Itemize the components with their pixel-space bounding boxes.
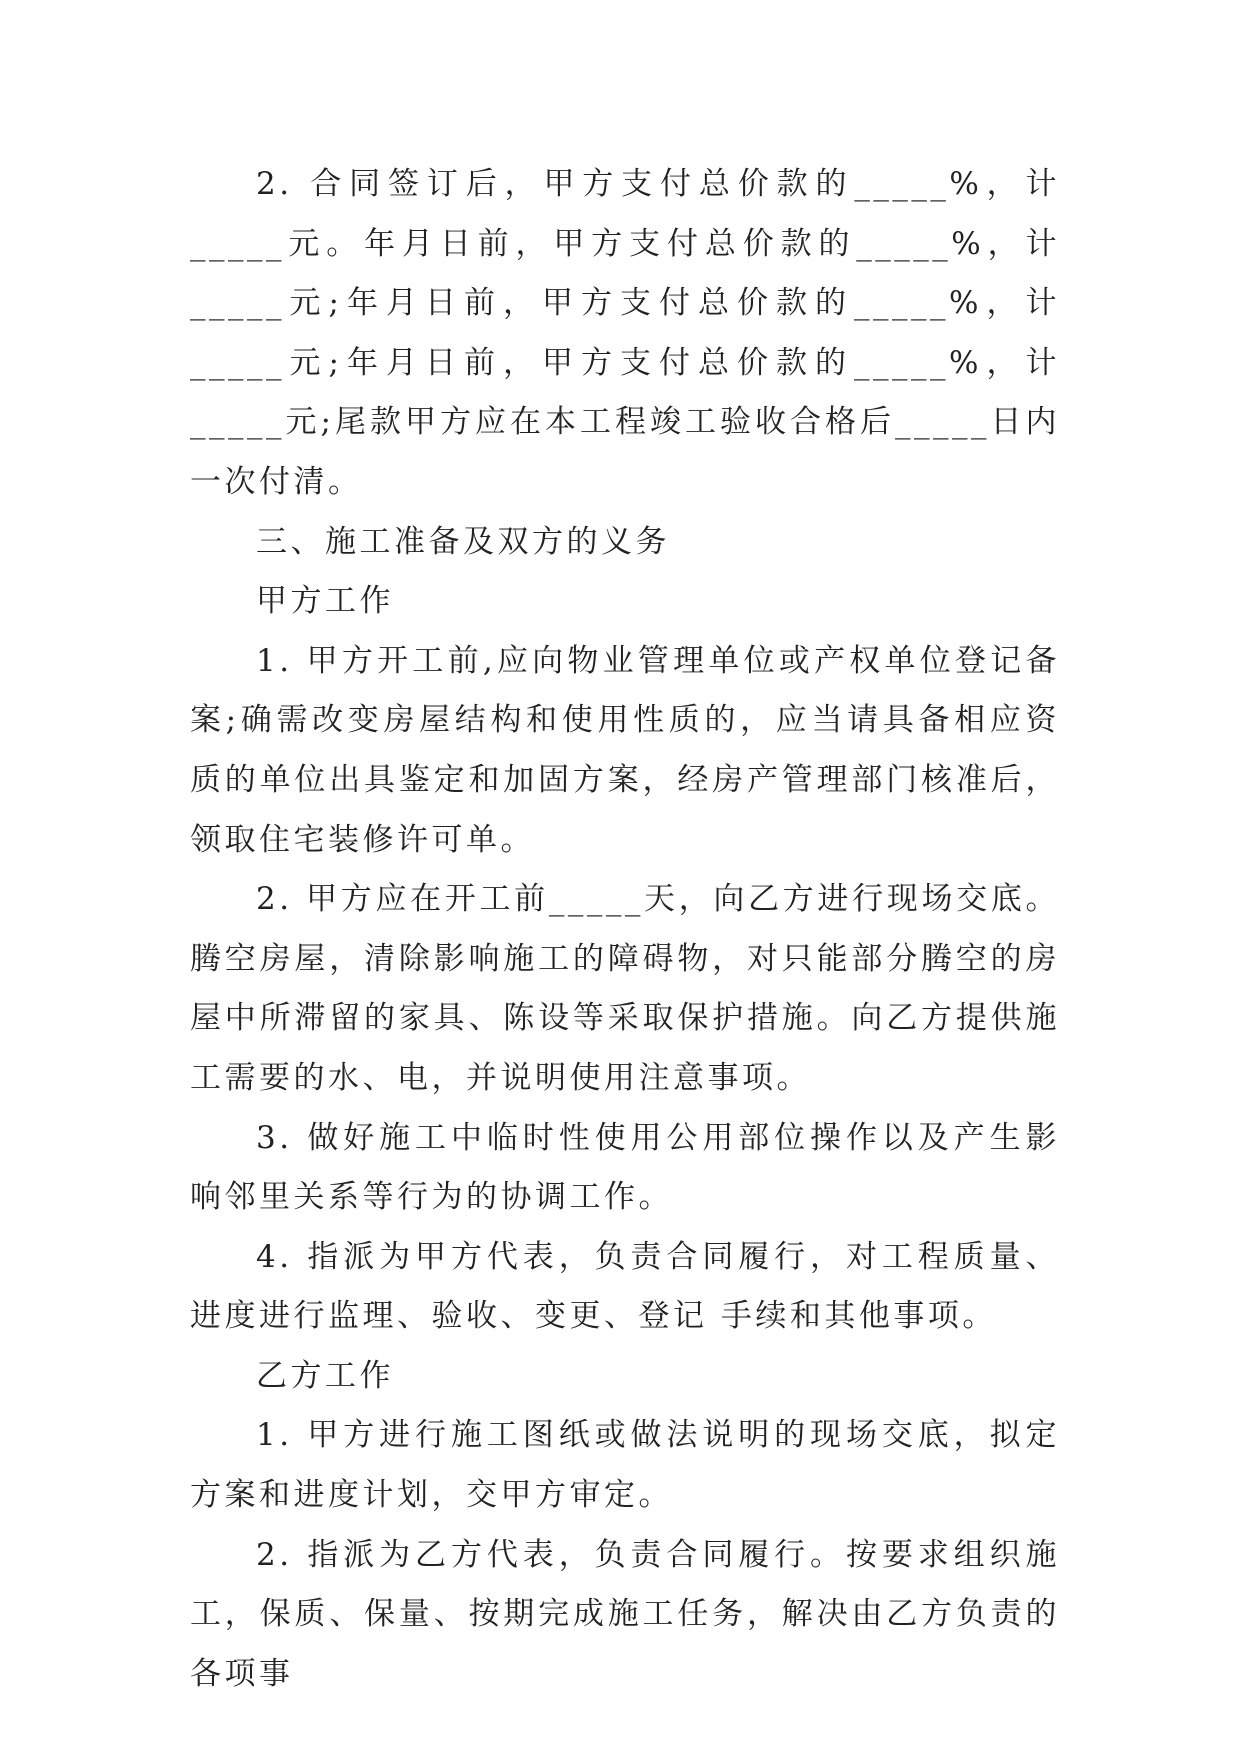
paragraph-party-b-item-2: 2. 指派为乙方代表，负责合同履行。按要求组织施工，保质、保量、按期完成施工任务，解决由乙方负责的各项事 (190, 1536, 1060, 1692)
paragraph-payment-schedule: 2. 合同签订后，甲方支付总价款的_____%，计_____元。年月日前，甲方支付总价款的_____%，计_____元;年月日前，甲方支付总价款的_____%，计_____元;年月日前，甲方支付总价款的_____%，计_____元;尾款甲方应在本工程竣工验收合格后_____日内一次付清。 (190, 166, 1060, 500)
subheading-party-a-work: 甲方工作 (256, 583, 394, 620)
section-heading-preparation: 三、施工准备及双方的义务 (256, 523, 670, 560)
paragraph-party-a-item-4: 4. 指派为甲方代表，负责合同履行，对工程质量、进度进行监理、验收、变更、登记 手续和其他事项。 (190, 1238, 1060, 1335)
paragraph-party-a-item-2: 2. 甲方应在开工前_____天，向乙方进行现场交底。腾空房屋，清除影响施工的障碍物，对只能部分腾空的房屋中所滞留的家具、陈设等采取保护措施。向乙方提供施工需要的水、电，并说明使用注意事项。 (190, 881, 1060, 1096)
subheading-party-b-work: 乙方工作 (256, 1357, 394, 1394)
paragraph-party-a-item-3: 3. 做好施工中临时性使用公用部位操作以及产生影响邻里关系等行为的协调工作。 (190, 1119, 1060, 1216)
paragraph-party-a-item-1: 1. 甲方开工前,应向物业管理单位或产权单位登记备案;确需改变房屋结构和使用性质的，应当请具备相应资质的单位出具鉴定和加固方案，经房产管理部门核准后，领取住宅装修许可单。 (190, 642, 1060, 858)
paragraph-party-b-item-1: 1. 甲方进行施工图纸或做法说明的现场交底，拟定方案和进度计划，交甲方审定。 (190, 1417, 1060, 1514)
document-body (190, 155, 1060, 1704)
